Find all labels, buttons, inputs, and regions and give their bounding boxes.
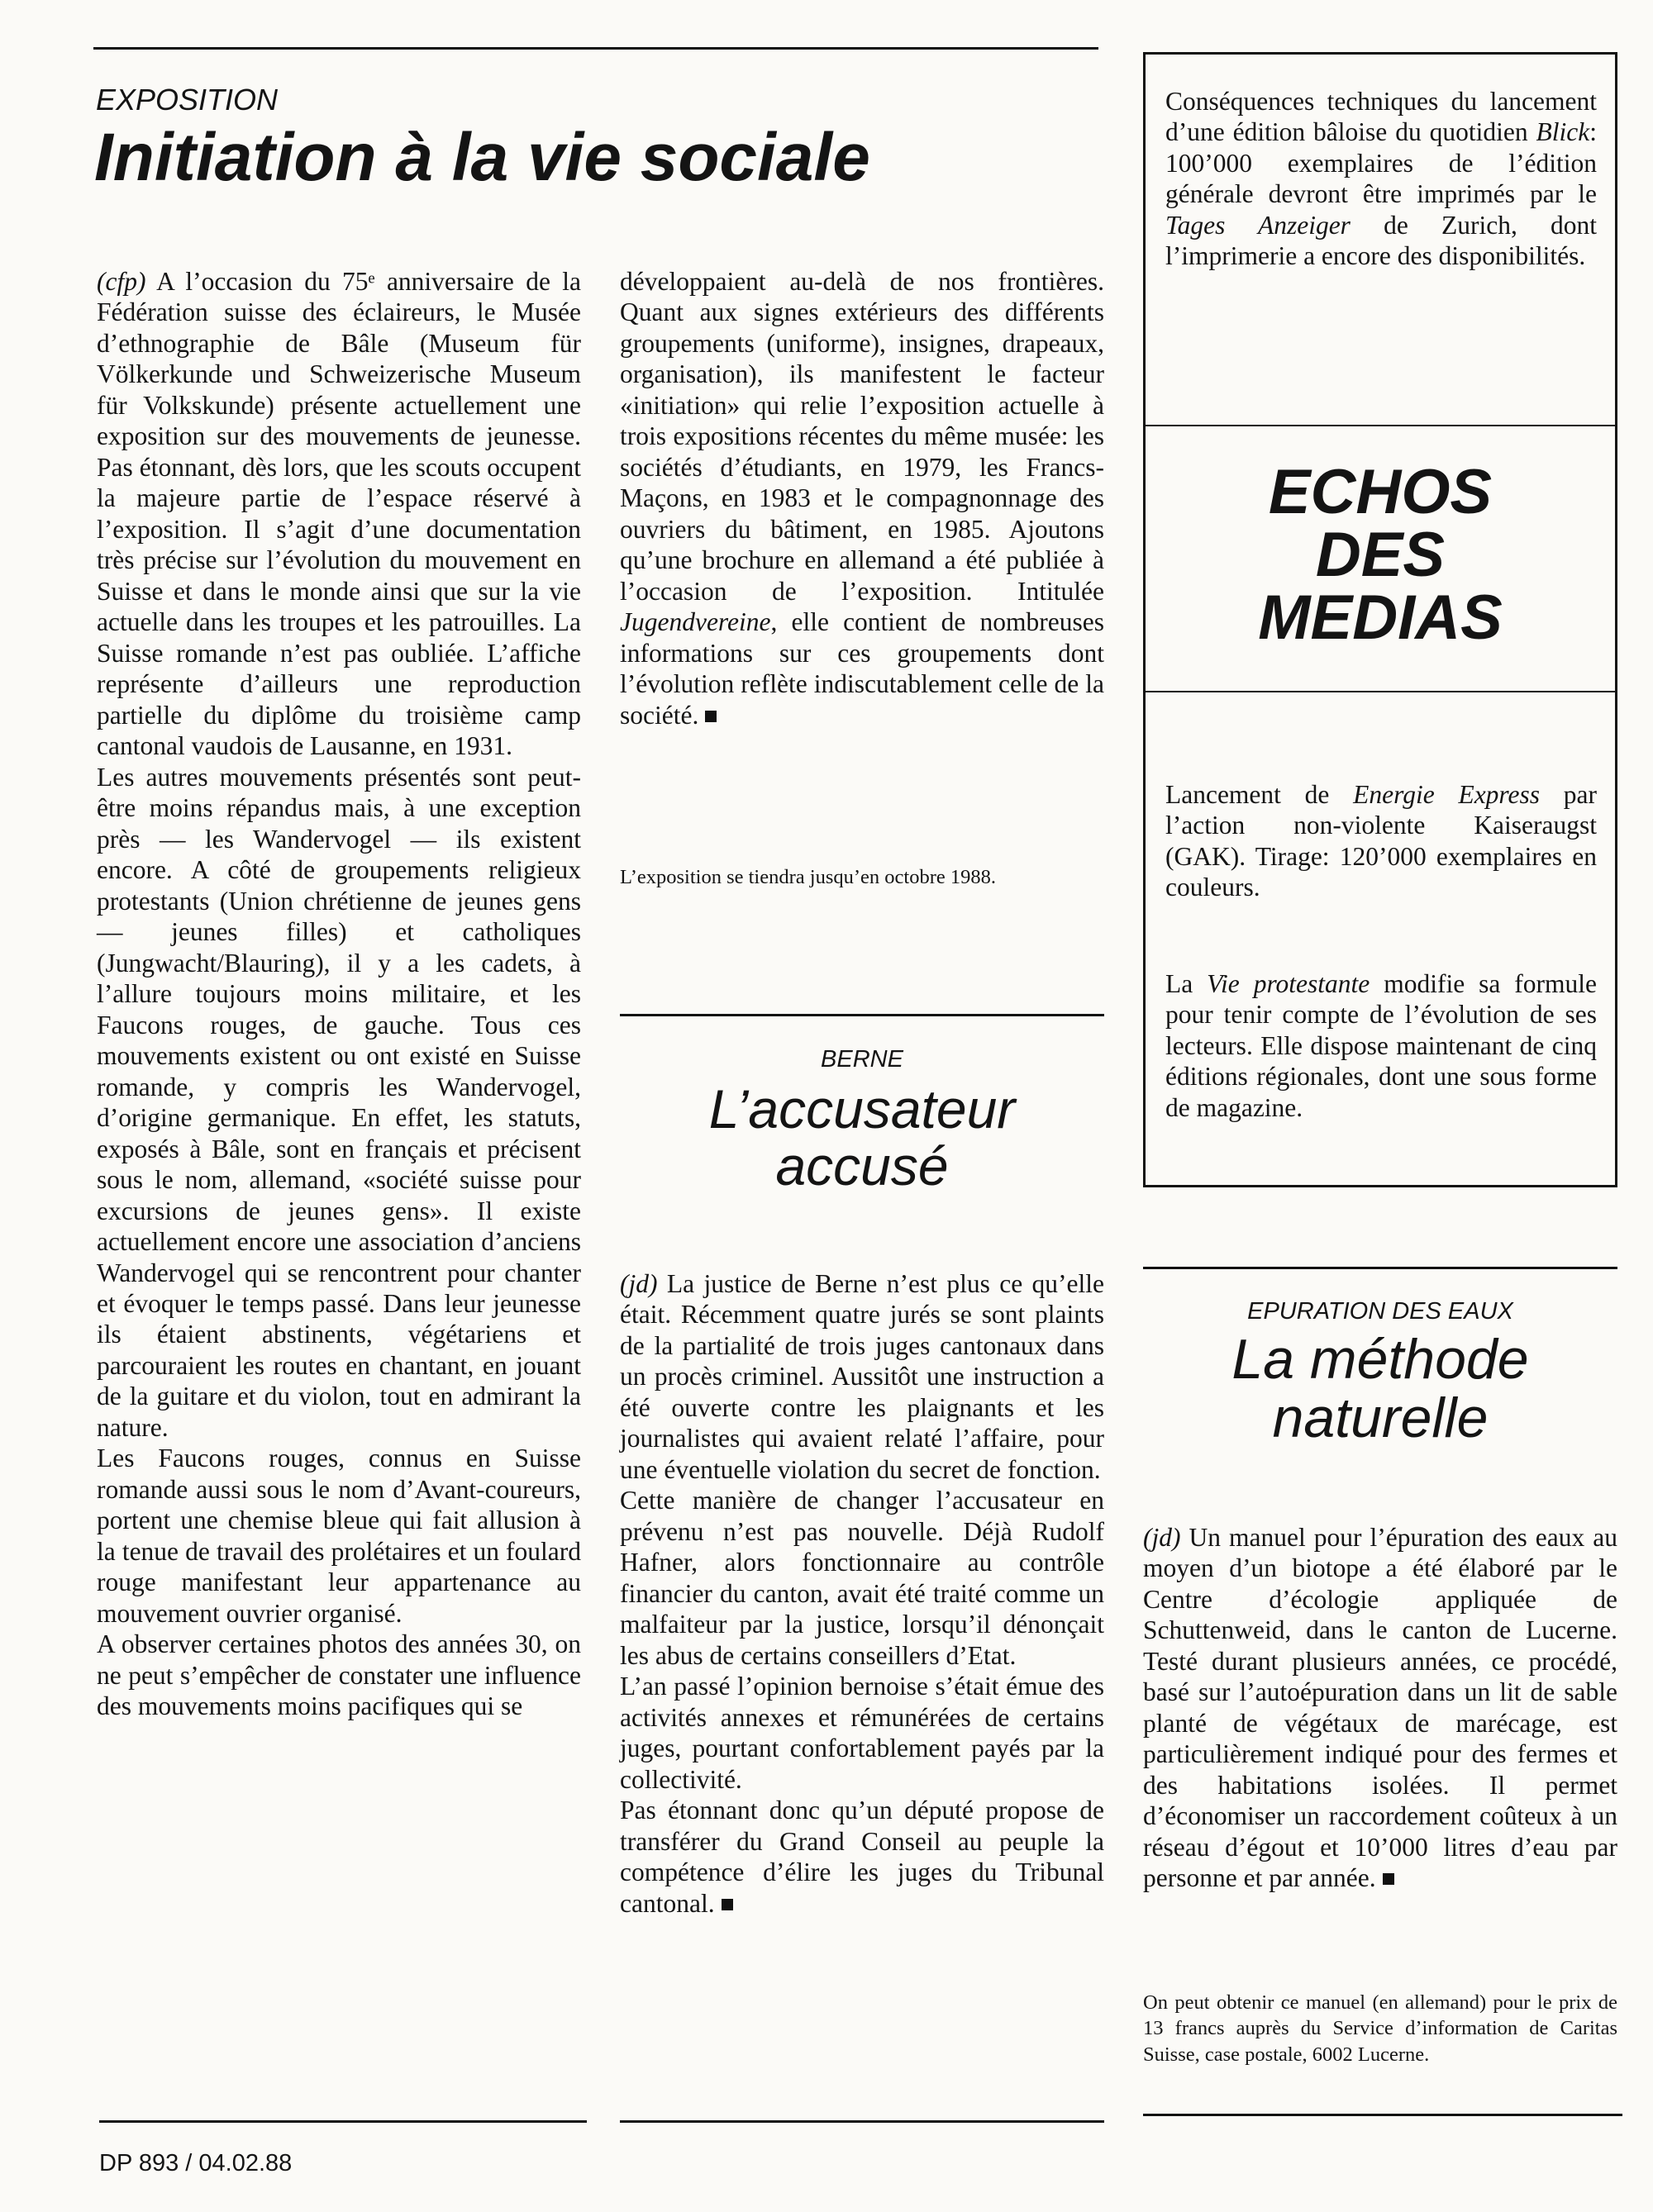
- article2-paragraph-1: (jd) La justice de Berne n’est plus ce qu’elle était. Récemment quatre jurés se sont plaints de la partialité de trois juges cantonaux dans un procès criminel. Aussitôt une instruction a été ouverte contre les plaignants et les journalistes qui avaient relaté l’affaire, pour une éventuelle violation du secret de fonction.: [620, 1269, 1104, 1484]
- article3-body: (jd) Un manuel pour l’épuration des eaux au moyen d’un biotope a été élaboré par le Centre d’écologie appliquée de Schuttenweid, dans le canton de Lucerne. Testé durant plusieurs années, ce procédé, basé sur l’autoépuration dans un lit de sable planté de végétaux de marécage, est particulièrement indiqué pour des fermes et des habitations isolées. Il permet d’économiser un raccordement coûteux à un réseau d’égout et 10’000 litres d’eau par personne et par année.: [1143, 1523, 1617, 1893]
- article3-kicker: EPURATION DES EAUX: [1247, 1298, 1513, 1325]
- article1-column-1: [97, 266, 581, 1722]
- article3-headline: [1143, 1330, 1617, 1449]
- brochure-title: Jugendvereine: [620, 607, 771, 637]
- article3-top-rule: [1143, 1267, 1617, 1269]
- article3-note: On peut obtenir ce manuel (en allemand) pour le prix de 13 francs auprès du Service d’information de Caritas Suisse, case postale, 6002 Lucerne.: [1143, 1991, 1617, 2066]
- article1-paragraph-4: A observer certaines photos des années 30, on ne peut s’empêcher de constater une influence des mouvements moins pacifiques qui se: [97, 1629, 581, 1721]
- echos-item-2: Lancement de Energie Express par l’action non-violente Kaiseraugst (GAK). Tirage: 120’000 exemplaires en couleurs.: [1165, 780, 1597, 902]
- bottom-rule-col3: [1143, 2114, 1622, 2116]
- article1-paragraph-1: [97, 266, 581, 762]
- article1-paragraph-3: Les Faucons rouges, connus en Suisse romande aussi sous le nom d’Avant-coureurs, portent une chemise bleue qui fait allusion à la tenue de travail des prolétaires et un foulard rouge manifestant leur appartenance au mouvement ouvrier organisé.: [97, 1444, 581, 1628]
- article1-byline: (cfp): [97, 267, 146, 296]
- article1-paragraph-2: Les autres mouvements présentés sont peut-être moins répandus mais, à une exception près — les Wandervogel — ils existent encore. A côté de groupements religieux protestants (Union chrétienne de jeunes gens — jeunes filles) et catholiques (Jungwacht/Blauring), il y a les cadets, à l’allure toujours moins militaire, et les Faucons rouges, de gauche. Tous ces mouvements existent ou ont existé en Suisse romande, y compris les Wandervogel, d’origine germanique. En effet, les statuts, exposés à Bâle, sont en français et précisent sous le nom, allemand, «société suisse pour excursions de jeunes gens». Il existe actuellement encore une association d’anciens Wandervogel qui se rencontrent pour chanter et évoquer le temps passé. Dans leur jeunesse ils étaient abstinents, végétariens et parcouraient les routes en chantant, en jouant de la guitare et du violon, tout en admirant la nature.: [97, 762, 581, 1442]
- bottom-rule-col1: [99, 2120, 587, 2123]
- echos-title-line3: MEDIAS: [1258, 583, 1503, 653]
- article2-paragraph-3: L’an passé l’opinion bernoise s’était émue des activités annexes et rémunérées de certains juges, pourtant confortablement payés par la collectivité.: [620, 1672, 1104, 1794]
- article2-byline: (jd): [620, 1269, 658, 1298]
- article3-headline-line1: La méthode: [1231, 1328, 1529, 1391]
- article3-byline: (jd): [1143, 1523, 1181, 1552]
- top-rule-left: [93, 47, 1098, 50]
- issue-footer: DP 893 / 04.02.88: [99, 2150, 293, 2176]
- article2-paragraph-2: Cette manière de changer l’accusateur en prévenu n’est pas nouvelle. Déjà Rudolf Hafner, alors fonctionnaire au contrôle financier du canton, avait été traité comme un malfaiteur par la justice, lorsqu’il dénonçait les abus de certains conseillers d’Etat.: [620, 1486, 1104, 1670]
- end-mark-icon: [705, 711, 717, 722]
- vie-protestante-title: Vie protestante: [1207, 969, 1370, 998]
- echos-divider-2: [1143, 691, 1617, 692]
- end-mark-icon: [722, 1899, 733, 1910]
- blick-title: Blick: [1536, 117, 1590, 147]
- tages-anzeiger-title: Tages Anzeiger: [1165, 210, 1351, 240]
- echos-item-3: La Vie protestante modifie sa formule pour tenir compte de l’évolution de ses lecteurs. Elle dispose maintenant de cinq éditions régionales, dont une sous forme de magazine.: [1165, 969, 1598, 1122]
- article2-headline: [620, 1078, 1104, 1197]
- article1-paragraph-5: développaient au-delà de nos frontières. Quant aux signes extérieurs des différents groupements (uniforme), insignes, drapeaux, organisation), ils manifestent le facteur «initiation» qui relie l’exposition actuelle à trois expositions récentes du même musée: les sociétés d’étudiants, en 1979, les Francs-Maçons, en 1983 et le compagnonnage des ouvriers du bâtiment, en 1985. Ajoutons qu’une brochure en allemand a été publiée à l’occasion de l’exposition. Intitulée Jugendvereine, elle contient de nombreuses informations sur ces groupements dont l’évolution reflète indiscutablement celle de la société.: [620, 267, 1104, 730]
- article1-note: L’exposition se tiendra jusqu’en octobre 1988.: [620, 866, 996, 888]
- article2-headline-line2: accusé: [775, 1135, 949, 1197]
- article1-paragraph-1-text: A l’occasion du 75ᵉ anniversaire de la Fédération suisse des éclaireurs, le Musée d’ethnographie de Bâle (Museum für Völkerkunde und Schweizerische Museum für Volkskunde) présente actuellement une exposition sur des mouvements de jeunesse. Pas étonnant, dès lors, que les scouts occupent la majeure partie de l’espace réservé à l’exposition. Il s’agit d’une documentation très précise sur l’évolution du mouvement en Suisse et dans le monde ainsi que sur la vie actuelle dans les troupes et les patrouilles. La Suisse romande n’est pas oubliée. L’affiche représente d’ailleurs une reproduction partielle du diplôme du troisième camp cantonal vaudois de Lausanne, en 1931.: [97, 267, 581, 761]
- article1-kicker: EXPOSITION: [96, 83, 279, 117]
- article2-body: [620, 1268, 1104, 1919]
- article1-column-2: [620, 266, 1104, 730]
- article3-headline-line2: naturelle: [1272, 1387, 1489, 1450]
- echos-item-1: Conséquences techniques du lancement d’une édition bâloise du quotidien Blick: 100’000 exemplaires de l’édition générale devront être imprimés par le Tages Anzeiger de Zurich, dont l’imprimerie a encore des disponibilités.: [1165, 87, 1597, 271]
- article2-top-rule: [620, 1014, 1104, 1016]
- echos-title-line1: ECHOS: [1268, 457, 1493, 527]
- echos-title: [1143, 457, 1617, 653]
- article2-kicker: BERNE: [821, 1046, 903, 1073]
- article2-headline-line1: L’accusateur: [708, 1078, 1016, 1139]
- energie-express-title: Energie Express: [1353, 780, 1541, 809]
- bottom-rule-col2: [620, 2120, 1104, 2123]
- echos-divider-1: [1143, 425, 1617, 426]
- article1-headline: Initiation à la vie sociale: [94, 120, 870, 195]
- end-mark-icon: [1383, 1873, 1394, 1885]
- echos-title-line2: DES: [1315, 520, 1446, 590]
- article2-paragraph-4: Pas étonnant donc qu’un député propose de transférer du Grand Conseil au peuple la compétence d’élire les juges du Tribunal cantonal.: [620, 1796, 1104, 1918]
